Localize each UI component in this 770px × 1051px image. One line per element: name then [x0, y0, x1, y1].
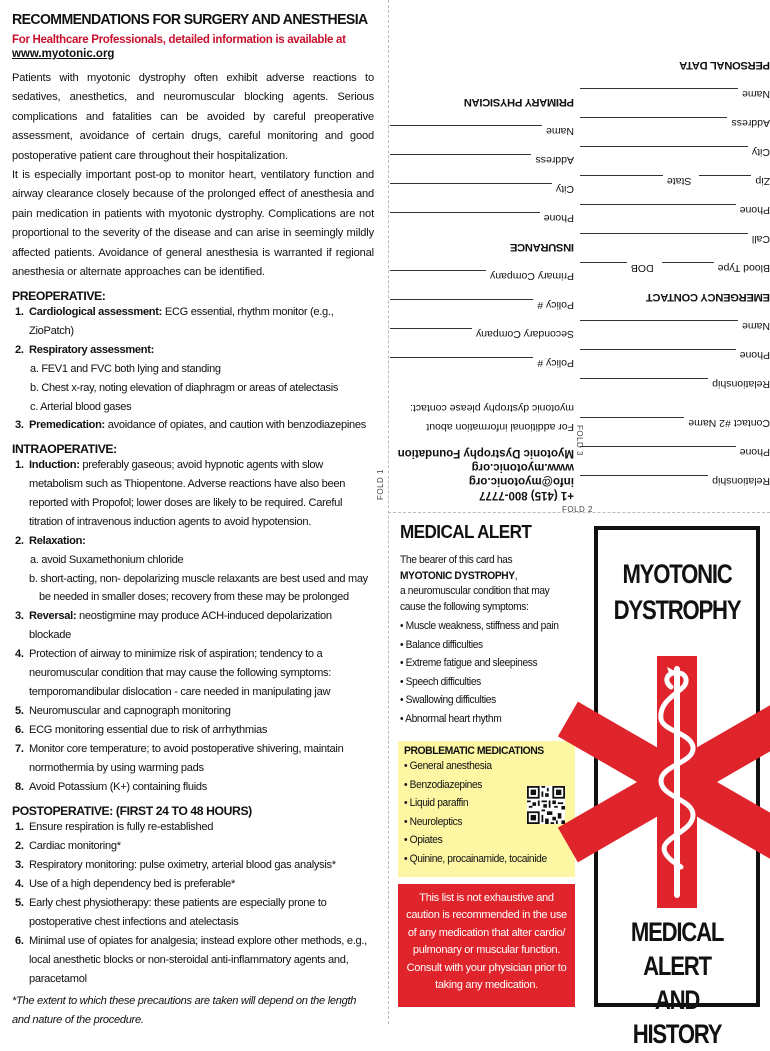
secondary-company-label: Secondary Company — [475, 328, 574, 340]
insurance-heading: INSURANCE — [510, 241, 574, 253]
sub-item: b. short-acting, non- depolarizing muscle relaxants are best used and may be needed in smaller doses; recovery from these may be prolonged — [29, 572, 368, 604]
phone-field[interactable] — [390, 212, 540, 224]
emergency-contact-heading: EMERGENCY CONTACT — [646, 291, 770, 303]
phone-label: Phone — [739, 204, 770, 216]
dob-field[interactable] — [580, 262, 627, 274]
myotonic-link[interactable]: www.myotonic.org — [12, 48, 115, 60]
foundation-url: www.myotonic.org — [471, 461, 574, 473]
foundation-phone: +1 (415) 800-7777 — [479, 489, 574, 501]
list-item: • Quinine, procainamide, tocainide — [404, 852, 547, 865]
list-item: 6. Minimal use of opiates for analgesia; instead explore other methods, e.g., local anesthetic blocks or non-steroidal anti-inflammatory agents and, paracetamol — [15, 935, 367, 986]
list-item: 4. Protection of airway to minimize risk of aspiration; tendency to a neuromuscular condition that may cause the following symptoms: temporomandibular dislocation - care needed in manipulating jaw — [15, 648, 332, 699]
list-item: 2. Cardiac monitoring* — [15, 840, 121, 853]
primary-company-field[interactable] — [390, 270, 486, 282]
list-item: • General anesthesia — [404, 760, 492, 772]
fold-3-label: FOLD 3 — [575, 425, 584, 457]
list-item: • Opiates — [404, 834, 443, 847]
city-field[interactable] — [390, 183, 552, 195]
list-item: 8. Avoid Potassium (K+) containing fluids — [15, 781, 208, 794]
list-item: • Muscle weakness, stiffness and pain — [400, 620, 559, 632]
list-item: • Balance difficulties — [400, 638, 483, 651]
page-title: RECOMMENDATIONS FOR SURGERY AND ANESTHESIA — [12, 12, 368, 28]
surgery-recommendations — [12, 12, 374, 1027]
phone-field[interactable] — [580, 349, 736, 361]
intro-text — [12, 69, 374, 282]
list-item: 3. Respiratory monitoring: pulse oximetry, arterial blood gas analysis* — [15, 859, 336, 872]
preoperative-heading: PREOPERATIVE: — [12, 289, 106, 304]
list-item: 7. Monitor core temperature; to avoid postoperative shivering, maintain normothermia by using warming pads — [15, 743, 344, 775]
name-field[interactable] — [390, 125, 542, 137]
city-field[interactable] — [580, 146, 748, 158]
list-item: 2. Relaxation: — [15, 535, 86, 548]
phone-field[interactable] — [580, 446, 736, 458]
sub-item: a. avoid Suxamethonium chloride — [30, 554, 184, 567]
address-label: Address — [731, 117, 770, 129]
state-label: State — [666, 175, 692, 187]
card-back-left — [580, 0, 770, 510]
contact-2-name-field[interactable] — [580, 417, 684, 429]
policy-field[interactable] — [390, 357, 533, 369]
medication-notice: This list is not exhaustive and caution is recommended in the use of any medication that alter cardio/ pulmonary or muscular function. Consult with your physician prior to taking any medication. — [398, 884, 575, 1007]
policy-label: Policy # — [537, 299, 574, 311]
list-item: • Extreme fatigue and sleepiness — [400, 657, 538, 670]
policy-label: Policy # — [537, 357, 574, 369]
secondary-company-field[interactable] — [390, 328, 472, 340]
card-bottom-title: MEDICAL ALERT AND HISTORY — [630, 917, 724, 1049]
postoperative-heading: POSTOPERATIVE: (FIRST 24 TO 48 HOURS) — [12, 804, 252, 819]
footnote: *The extent to which these precautions are taken will depend on the length and nature of the procedure. — [12, 995, 357, 1027]
card-back-right — [390, 0, 574, 510]
name-label: Name — [741, 88, 770, 100]
city-label: City — [555, 183, 574, 195]
list-item: • Liquid paraffin — [404, 797, 469, 810]
list-item: 1. Cardiological assessment: ECG essential, rhythm monitor (e.g., ZioPatch) — [15, 306, 334, 338]
name-label: Name — [741, 320, 770, 332]
foundation-email: info@myotonic.org — [468, 475, 574, 487]
list-item: 5. Early chest physiotherapy: these patients are especially prone to postoperative chest infections and atelectasis — [15, 897, 327, 929]
sub-item: a. FEV1 and FVC both lying and standing — [30, 363, 221, 376]
state-field[interactable] — [580, 175, 663, 187]
dob-label: DOB — [630, 262, 654, 274]
hcp-note: For Healthcare Professionals, detailed information is available at — [12, 34, 346, 46]
symptoms-list — [400, 617, 577, 729]
phone-field[interactable] — [580, 204, 736, 216]
list-item: • Neuroleptics — [404, 815, 463, 828]
list-item: 3. Reversal: neostigmine may produce ACH-induced depolarization blockade — [15, 610, 332, 642]
fold-2-label: FOLD 2 — [562, 505, 594, 514]
city-label: City — [751, 146, 770, 158]
relationship-label: Relationship — [712, 378, 770, 390]
intraoperative-list — [12, 456, 374, 551]
list-item: 4. Use of a high dependency bed is preferable* — [15, 878, 236, 891]
call-label: Call — [751, 233, 770, 245]
name-field[interactable] — [580, 88, 738, 100]
postoperative-list — [12, 818, 374, 989]
contact-2-name-label: Contact #2 Name — [688, 417, 770, 429]
policy-field[interactable] — [390, 299, 533, 311]
bearer-text: The bearer of this card has MYOTONIC DYSTROPHY, a neuromuscular condition that may cause the following symptoms: — [400, 553, 577, 615]
list-item: 1. Ensure respiration is fully re-established — [15, 821, 214, 834]
problematic-medications-title: PROBLEMATIC MEDICATIONS — [404, 745, 544, 757]
fold-1-label: FOLD 1 — [376, 468, 385, 500]
name-label: Name — [545, 125, 574, 137]
address-label: Address — [535, 154, 574, 166]
intro-paragraph-1: Patients with myotonic dystrophy often exhibit adverse reactions to sedatives, anesthetics, and neuromuscular blocking agents. Serious complications and fatalities can be avoided by careful preoperative assessment, avoidance of certain drugs, careful monitoring and good postoperative patient care throughout their hospitalization. — [12, 72, 374, 162]
address-field[interactable] — [390, 154, 531, 166]
phone-label: Phone — [543, 212, 574, 224]
sub-item: b. Chest x-ray, noting elevation of diaphragm or areas of atelectasis — [30, 382, 339, 395]
card-back — [388, 0, 770, 510]
qr-code-icon[interactable] — [527, 786, 565, 824]
list-item: 5. Neuromuscular and capnograph monitoring — [15, 705, 231, 718]
blood-type-field[interactable] — [662, 262, 714, 274]
phone-label: Phone — [739, 446, 770, 458]
medical-alert-card-front — [594, 526, 760, 1049]
condition-name: MYOTONIC DYSTROPHY — [400, 569, 515, 582]
intraoperative-heading: INTRAOPERATIVE: — [12, 442, 117, 457]
list-item: 6. ECG monitoring essential due to risk of arrhythmias — [15, 724, 268, 737]
foundation-name: Myotonic Dystrophy Foundation — [397, 447, 574, 459]
intro-paragraph-2: It is especially important post-op to monitor heart, ventilatory function and airway clearance closely because of the prolonged effect of anesthesia and pain medication in patients with myotonic dystrophy. Complications are not proportional to the severity of the disease and can arise in seemingly mildly affected patients. Avoidance of general anesthesia is warranted if regional anesthesia or alternate approaches can be identified. — [12, 169, 374, 279]
medical-alert-title: MEDICAL ALERT — [400, 522, 532, 542]
list-item: • Swallowing difficulties — [400, 694, 496, 707]
zip-field[interactable] — [699, 175, 751, 187]
star-of-life-icon — [621, 647, 733, 907]
list-item: 3. Premedication: avoidance of opiates, and caution with benzodiazepines — [15, 419, 366, 432]
primary-company-label: Primary Company — [489, 270, 574, 282]
relationship-field[interactable] — [580, 475, 708, 487]
relationship-label: Relationship — [712, 475, 770, 487]
call-field[interactable] — [580, 233, 748, 245]
primary-physician-heading: PRIMARY PHYSICIAN — [464, 96, 574, 108]
phone-label: Phone — [739, 349, 770, 361]
list-item: 2. Respiratory assessment: — [15, 344, 155, 357]
list-item: • Benzodiazepines — [404, 778, 483, 791]
info-text: For additional information about myotonic dystrophy please contact: — [409, 402, 574, 433]
name-field[interactable] — [580, 320, 738, 332]
list-item: • Abnormal heart rhythm — [400, 712, 502, 725]
medical-alert-panel — [400, 522, 578, 729]
foundation-contact — [390, 398, 574, 502]
personal-data-heading: PERSONAL DATA — [679, 59, 770, 71]
list-item: 1. Induction: preferably gaseous; avoid hypnotic agents with slow metabolism such as Thiopentone. Adverse reactions have also been reported with Propofol; lower doses are likely to be required. Careful titration of intravenous induction agents to avoid hypotension. — [15, 459, 346, 529]
relationship-field[interactable] — [580, 378, 708, 390]
condition-description: a neuromuscular condition that may cause the following symptoms: — [400, 585, 550, 613]
sub-item: c. Arterial blood gases — [30, 400, 132, 413]
blood-type-label: Blood Type — [717, 262, 770, 274]
list-item: • Speech difficulties — [400, 675, 481, 688]
zip-label: Zip — [755, 175, 770, 187]
card-title: MYOTONIC DYSTROPHY — [613, 559, 741, 625]
address-field[interactable] — [580, 117, 727, 129]
preoperative-list — [12, 303, 374, 360]
